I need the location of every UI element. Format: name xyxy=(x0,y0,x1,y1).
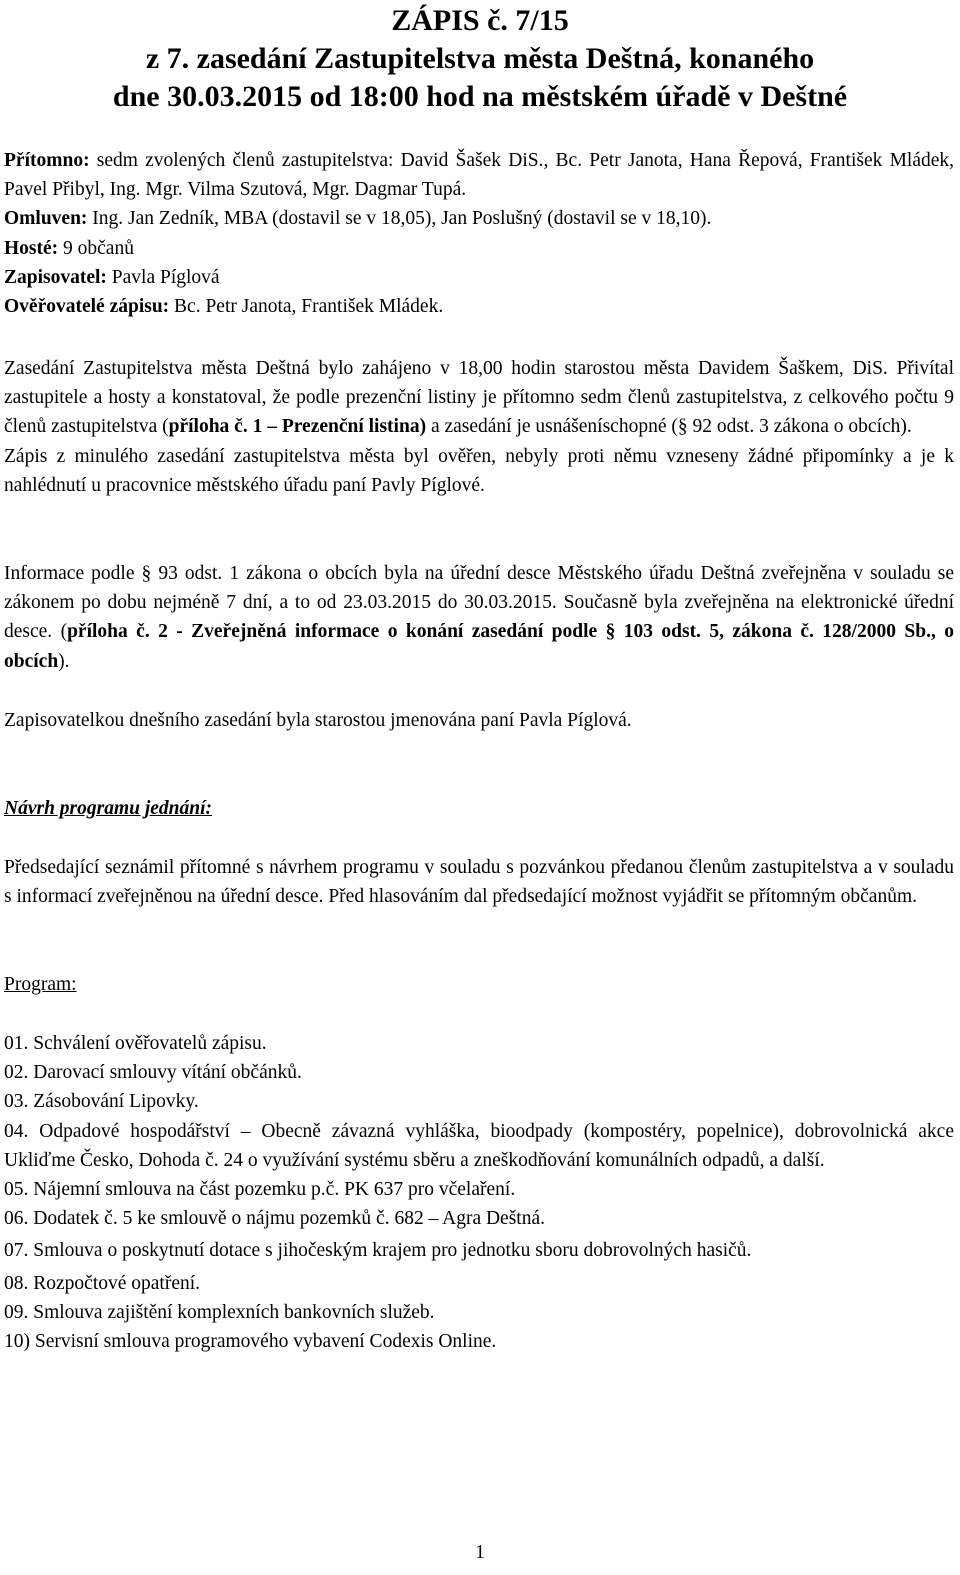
info-text-a: Informace podle § 93 odst. 1 zákona o obcích byla na úřední desce Městského úřadu Deštná zveřejněna v souladu se zákonem po dobu nejméně 7 dní, a to od 23.03.2015 do 30.03.2015. Současně byla zveřejněna na elektronické úřední desce. ( xyxy=(4,563,954,643)
recorder-section xyxy=(4,706,954,735)
agenda-intro-section xyxy=(4,853,954,911)
excused-paragraph xyxy=(4,204,954,233)
program-item: 02. Darovací smlouvy vítání občánků. xyxy=(4,1062,302,1084)
program-item: 05. Nájemní smlouva na část pozemku p.č. PK 637 pro včelaření. xyxy=(4,1179,516,1201)
document-title xyxy=(0,2,960,116)
verifiers-paragraph xyxy=(4,292,954,321)
info-paragraph xyxy=(4,559,954,676)
program-heading-section xyxy=(4,970,954,999)
agenda-intro: Předsedající seznámil přítomné s návrhem programu v souladu s pozvánkou předanou členům zastupitelstva a v souladu s informací zveřejněnou na úřední desce. Před hlasováním dal předsedající možnost vyjádřit se přítomným občanům. xyxy=(4,857,954,908)
opening-text-b: a zasedání je usnášeníschopné (§ 92 odst. 3 zákona o obcích). xyxy=(426,416,912,438)
verifiers-text: Bc. Petr Janota, František Mládek. xyxy=(174,296,444,318)
page-number: 1 xyxy=(475,1542,485,1563)
previous-minutes-paragraph: Zápis z minulého zasedání zastupitelstva města byl ověřen, nebyly proti němu vzneseny žádné připomínky a je k nahlédnutí u pracovnice městského úřadu paní Pavly Píglové. xyxy=(4,445,954,496)
info-text-b: ). xyxy=(58,650,70,672)
attendance-section xyxy=(4,146,954,321)
opening-paragraph xyxy=(4,354,954,442)
opening-text-a: Zasedání Zastupitelstva města Deštná bylo zahájeno v 18,00 hodin starostou města Davidem Šaškem, DiS. Přivítal zastupitele a hosty a konstatoval, že podle prezenční listiny je přítomno sedm členů zastupitelstva, z celkového počtu 9 členů zastupitelstva ( xyxy=(4,358,954,438)
program-item: 07. Smlouva o poskytnutí dotace s jihočeským krajem pro jednotku sboru dobrovolných hasičů. xyxy=(4,1240,752,1262)
program-item: 10) Servisní smlouva programového vybavení Codexis Online. xyxy=(4,1331,497,1353)
present-paragraph xyxy=(4,146,954,204)
opening-attachment-ref: příloha č. 1 – Prezenční listina) xyxy=(168,416,427,438)
present-text: sedm zvolených členů zastupitelstva: David Šašek DiS., Bc. Petr Janota, Hana Řepová, František Mládek, Pavel Přibyl, Ing. Mgr. Vilma Szutová, Mgr. Dagmar Tupá. xyxy=(4,150,955,201)
program-item: 06. Dodatek č. 5 ke smlouvě o nájmu pozemků č. 682 – Agra Deštná. xyxy=(4,1208,546,1230)
recorder-label: Zapisovatel: xyxy=(4,266,107,288)
recorder-paragraph xyxy=(4,263,954,292)
program-item: 03. Zásobování Lipovky. xyxy=(4,1091,199,1113)
agenda-heading-section xyxy=(4,794,954,823)
opening-section xyxy=(4,354,954,500)
guests-paragraph xyxy=(4,234,954,263)
recorder-sentence: Zapisovatelkou dnešního zasedání byla starostou jmenována paní Pavla Píglová. xyxy=(4,710,632,731)
agenda-heading: Návrh programu jednání: xyxy=(4,798,213,819)
info-section xyxy=(4,559,954,676)
title-line-2: z 7. zasedání Zastupitelstva města Deštná, konaného xyxy=(145,42,815,75)
info-attachment-ref: příloha č. 2 - Zveřejněná informace o konání zasedání podle § 103 odst. 5, zákona č. 128/2000 Sb., o obcích xyxy=(4,621,954,672)
present-label: Přítomno: xyxy=(4,150,90,171)
title-line-3: dne 30.03.2015 od 18:00 hod na městském úřadě v Deštné xyxy=(112,80,848,113)
program-list xyxy=(4,1029,954,1356)
title-line-1: ZÁPIS č. 7/15 xyxy=(391,4,569,37)
excused-text: Ing. Jan Zedník, MBA (dostavil se v 18,05), Jan Poslušný (dostavil se v 18,10). xyxy=(92,208,712,230)
excused-label: Omluven: xyxy=(4,208,88,230)
verifiers-label: Ověřovatelé zápisu: xyxy=(4,296,170,318)
program-heading: Program: xyxy=(4,974,77,995)
program-item: 04. Odpadové hospodářství – Obecně závazná vyhláška, bioodpady (kompostéry, popelnice), dobrovolnická akce Ukliďme Česko, Dohoda č. 24 o využívání systému sběru a zneškodňování komunálních odpadů, a další. xyxy=(4,1120,954,1171)
guests-text: 9 občanů xyxy=(63,237,134,259)
program-item: 09. Smlouva zajištění komplexních bankovních služeb. xyxy=(4,1301,435,1323)
recorder-text: Pavla Píglová xyxy=(111,266,220,288)
program-item: 01. Schválení ověřovatelů zápisu. xyxy=(4,1033,267,1054)
guests-label: Hosté: xyxy=(4,237,59,259)
program-item: 08. Rozpočtové opatření. xyxy=(4,1272,201,1294)
